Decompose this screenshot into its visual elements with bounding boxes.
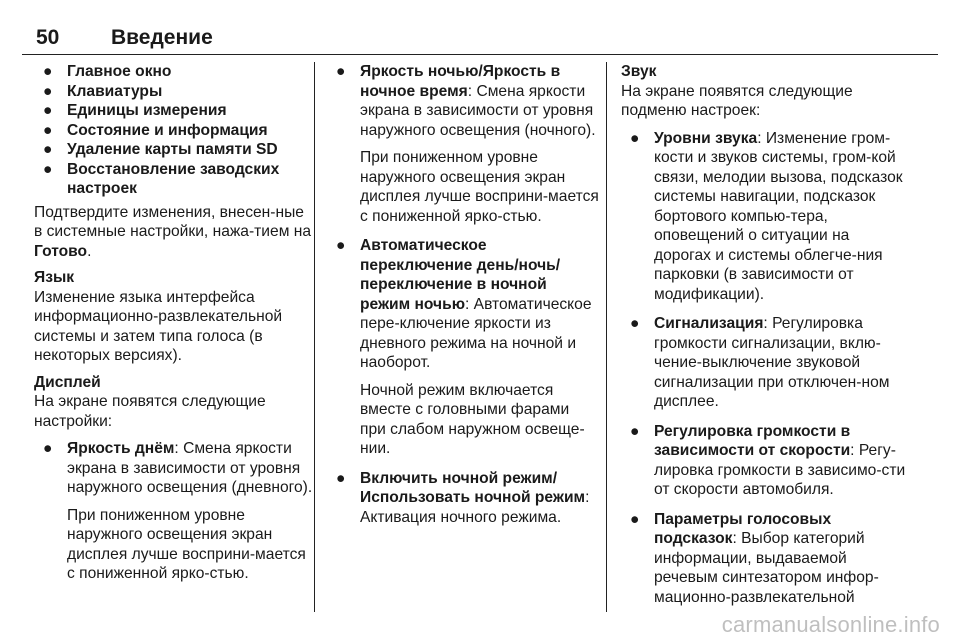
confirm-paragraph: Подтвердите изменения, внесен-ные в системные настройки, нажа-тием на Готово. [34,203,312,260]
list-item: ● Восстановление заводских настроек [43,160,280,197]
language-text: Изменение языка интерфейса информационно-развлекательной системы и затем типа голоса (в некоторых версиях). [34,288,283,364]
sound-heading: Звук [621,63,657,80]
auto-day-night-item: ● Автоматическое переключение день/ночь/ переключение в ночной режим ночью: Автоматическое пере-ключение яркости из дневного режима на ночной и наоборот. Ночной режим включается вместе с головными фарами при слабом наружном освеще-нии. [336,237,592,457]
settings-menu-list [34,62,314,199]
chime-item: ● Сигнализация: Регулировка громкости сигнализации, вклю-чение-выключение звуковой сигнализации при отключен-ном дисплее. [630,315,890,410]
header-rule [22,54,938,55]
watermark: carmanualsonline.info [721,612,940,637]
sound-levels-item: ● Уровни звука: Изменение гром-кости и звуков системы, гром-кой связи, мелодии вызова, подсказок системы навигации, подсказок бортового компью-тера, оповещений о ситуации на дорогах и системы облегче-ния парковки (в зависимости от модификации). [630,129,903,303]
page-number: 50 [36,26,60,49]
column-divider-right [606,62,607,612]
column-divider-left [314,62,315,612]
night-mode-item: ● Включить ночной режим/ Использовать ночной режим: Активация ночного режима. [336,469,590,526]
column-3 [621,62,906,607]
column-2 [327,62,599,527]
day-brightness-item: ● Яркость днём: Смена яркости экрана в зависимости от уровня наружного освещения (дневного). При пониженном уровне наружного освещения экран дисплея лучше восприни-мается с пониженной ярко-стью. [43,440,313,582]
page-header [22,22,938,52]
list-item: ● Состояние и информация [43,121,268,139]
column-1 [34,62,314,584]
list-item: ● Удаление карты памяти SD [43,141,278,158]
night-brightness-item: ● Яркость ночью/Яркость в ночное время: Смена яркости экрана в зависимости от уровня наружного освещения (ночного). При пониженном уровне наружного освещения экран дисплея лучше восприни-мается с пониженной ярко-стью. [336,63,599,225]
list-item: ● Единицы измерения [43,102,227,119]
display-heading: Дисплей [34,373,101,391]
language-heading: Язык [34,269,75,286]
page-title: Введение [111,26,213,49]
list-item: ● Клавиатуры [43,82,163,100]
sound-intro: На экране появятся следующие подменю настроек: [621,82,853,119]
voice-prompts-item: ● Параметры голосовых подсказок: Выбор категорий информации, выдаваемой речевым синтезатором инфор-мационно-развлекательной [630,510,879,606]
list-item: ● Главное окно [43,63,172,80]
speed-volume-item: ● Регулировка громкости в зависимости от скорости: Регу-лировка громкости в зависимо-сти от скорости автомобиля. [630,422,906,498]
display-intro: На экране появятся следующие настройки: [34,393,266,430]
